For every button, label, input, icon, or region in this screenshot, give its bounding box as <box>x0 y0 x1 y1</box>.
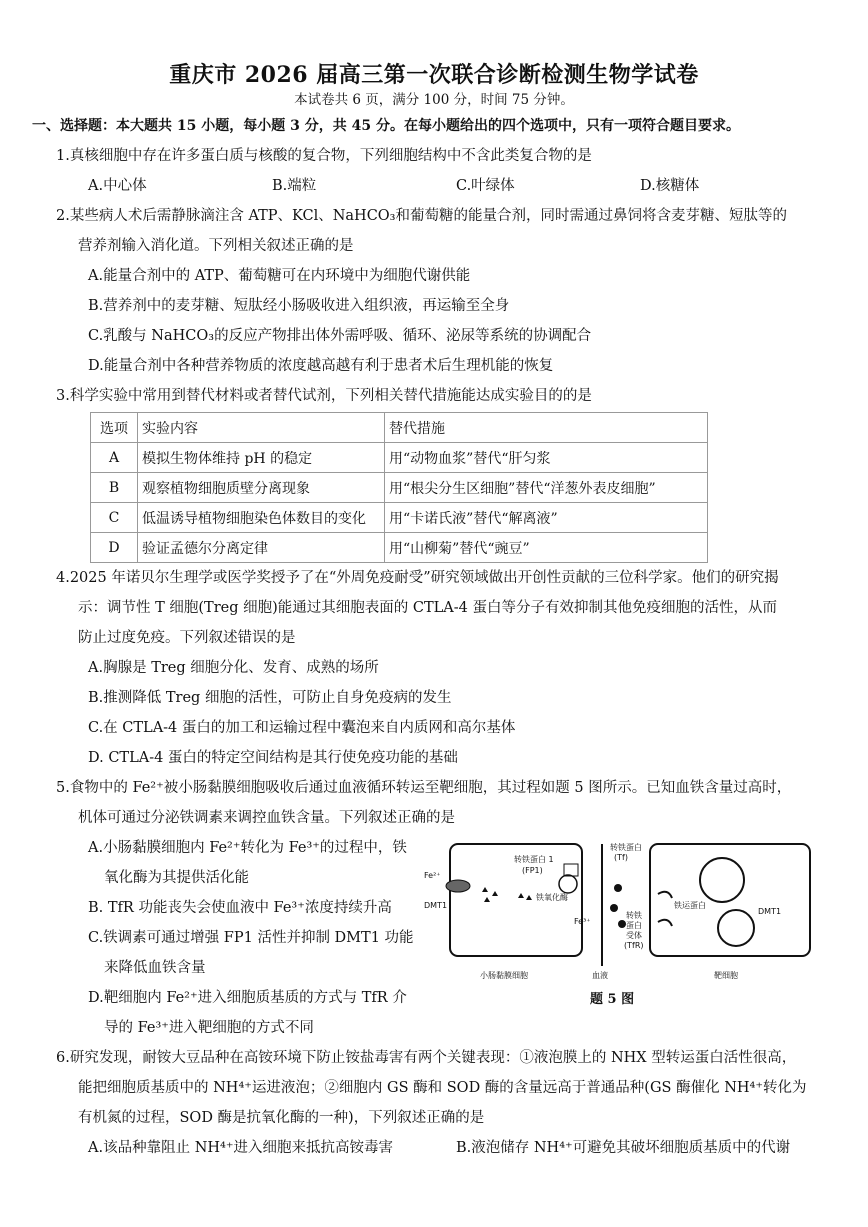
q4-stem-line2: 示：调节性 T 细胞(Treg 细胞)能通过其细胞表面的 CTLA-4 蛋白等分子有效抑制其他免疫细胞的活性，从而 <box>78 600 777 616</box>
table-cell: 观察植物细胞质壁分离现象 <box>138 473 385 503</box>
q4-option-c: C.在 CTLA-4 蛋白的加工和运输过程中囊泡来自内质网和高尔基体 <box>88 720 516 736</box>
q2-stem-line2: 营养剂输入消化道。下列相关叙述正确的是 <box>78 238 354 254</box>
q5-option-a-line1: A.小肠黏膜细胞内 Fe²⁺转化为 Fe³⁺的过程中，铁 <box>88 840 407 856</box>
tf-particle <box>614 884 622 892</box>
table-cell: 用“动物血浆”替代“肝匀浆 <box>385 443 708 473</box>
table-cell: 模拟生物体维持 pH 的稳定 <box>138 443 385 473</box>
table-header-cell: 实验内容 <box>138 413 385 443</box>
dmt1-label: DMT1 <box>424 901 448 910</box>
q5-option-c-line1: C.铁调素可通过增强 FP1 活性并抑制 DMT1 功能 <box>88 930 414 946</box>
table-cell: 用“根尖分生区细胞”替代“洋葱外表皮细胞” <box>385 473 708 503</box>
q5-option-b: B. TfR 功能丧失会使血液中 Fe³⁺浓度持续升高 <box>88 900 392 916</box>
table-header-cell: 选项 <box>91 413 138 443</box>
q5-option-d-line2: 导的 Fe³⁺进入靶细胞的方式不同 <box>104 1020 314 1036</box>
tf-particle <box>610 904 618 912</box>
q3-table <box>90 412 708 563</box>
q5-stem-line2: 机体可通过分泌铁调素来调控血铁含量。下列叙述正确的是 <box>78 810 455 826</box>
table-row <box>91 533 708 563</box>
q1-option-a: A.中心体 <box>88 178 147 194</box>
q6-stem-line2: 能把细胞质基质中的 NH⁴⁺运进液泡；②细胞内 GS 酶和 SOD 酶的含量远高于普通品种(GS 酶催化 NH⁴⁺转化为 <box>78 1080 807 1096</box>
fp1-box <box>564 864 578 876</box>
receptor-label-1: 转铁 <box>626 911 642 920</box>
q4-option-a: A.胸腺是 Treg 细胞分化、发育、成熟的场所 <box>88 660 379 676</box>
table-row <box>91 503 708 533</box>
q3-stem: 3.科学实验中常用到替代材料或者替代试剂，下列相关替代措施能达成实验目的的是 <box>56 388 592 404</box>
receptor-label-3: 受体 <box>626 931 642 940</box>
q2-option-b: B.营养剂中的麦芽糖、短肽经小肠吸收进入组织液，再运输至全身 <box>88 298 510 314</box>
receptor-label-2: 蛋白 <box>626 921 642 930</box>
q4-option-d: D. CTLA-4 蛋白的特定空间结构是其行使免疫功能的基础 <box>88 750 458 766</box>
exam-subtitle: 本试卷共 6 页，满分 100 分，时间 75 分钟。 <box>294 92 574 108</box>
exam-title: 重庆市 2026 届高三第一次联合诊断检测生物学试卷 <box>169 62 699 88</box>
q6-option-a: A.该品种靠阻止 NH⁴⁺进入细胞来抵抗高铵毒害 <box>88 1140 393 1156</box>
receptor-shapes <box>658 892 672 926</box>
table-header-row <box>91 413 708 443</box>
q1-stem: 1.真核细胞中存在许多蛋白质与核酸的复合物，下列细胞结构中不含此类复合物的是 <box>56 148 592 164</box>
q1-option-b: B.端粒 <box>272 178 317 194</box>
oxidase-label: 铁氧化酶 <box>536 893 568 902</box>
fe2-triangles <box>482 887 498 902</box>
fe2-label: Fe²⁺ <box>424 871 441 880</box>
target-endosome <box>718 910 754 946</box>
table-cell: 验证孟德尔分离定律 <box>138 533 385 563</box>
dmt1-transporter <box>446 880 470 892</box>
transport-label: 铁运蛋白 <box>674 901 706 910</box>
tf-particle <box>618 920 626 928</box>
q4-stem-line3: 防止过度免疫。下列叙述错误的是 <box>78 630 296 646</box>
q6-stem-line1: 6.研究发现，耐铵大豆品种在高铵环境下防止铵盐毒害有两个关键表现：①液泡膜上的 NHX 型转运蛋白活性很高， <box>56 1050 797 1066</box>
q4-stem-line1: 4.2025 年诺贝尔生理学或医学奖授予了在“外周免疫耐受”研究领域做出开创性贡献的三位科学家。他们的研究揭 <box>56 570 779 586</box>
section-heading: 一、选择题：本大题共 15 小题，每小题 3 分，共 45 分。在每小题给出的四个选项中，只有一项符合题目要求。 <box>32 118 740 134</box>
q5-figure-caption: 题 5 图 <box>590 992 635 1007</box>
q1-option-c: C.叶绿体 <box>456 178 515 194</box>
target-vesicle <box>700 858 744 902</box>
dmt1-target-label: DMT1 <box>758 907 782 916</box>
table-cell: 用“山柳菊”替代“豌豆” <box>385 533 708 563</box>
table-header-cell: 替代措施 <box>385 413 708 443</box>
q5-figure <box>418 836 848 986</box>
fp1-label-2: (FP1) <box>522 866 543 875</box>
fp1-channel <box>559 875 577 893</box>
blood-label: 血液 <box>592 971 608 980</box>
table-cell: A <box>91 443 138 473</box>
table-cell: D <box>91 533 138 563</box>
tf-label-1: 转铁蛋白 <box>610 843 642 852</box>
q6-option-b: B.液泡储存 NH⁴⁺可避免其破坏细胞质基质中的代谢 <box>456 1140 791 1156</box>
tf-label-2: (Tf) <box>614 853 628 862</box>
q2-option-d: D.能量合剂中各种营养物质的浓度越高越有利于患者术后生理机能的恢复 <box>88 358 554 374</box>
q5-option-c-line2: 来降低血铁含量 <box>104 960 206 976</box>
q2-option-c: C.乳酸与 NaHCO₃的反应产物排出体外需呼吸、循环、泌尿等系统的协调配合 <box>88 328 592 344</box>
table-row <box>91 443 708 473</box>
intestinal-cell-label: 小肠黏膜细胞 <box>480 971 528 980</box>
table-cell: 用“卡诺氏液”替代“解离液” <box>385 503 708 533</box>
q5-stem-line1: 5.食物中的 Fe²⁺被小肠黏膜细胞吸收后通过血液循环转运至靶细胞，其过程如题 5 图所示。已知血铁含量过高时， <box>56 780 792 796</box>
fe3-triangles <box>518 893 532 900</box>
q4-option-b: B.推测降低 Treg 细胞的活性，可防止自身免疫病的发生 <box>88 690 452 706</box>
target-cell-label: 靶细胞 <box>714 971 738 980</box>
table-cell: 低温诱导植物细胞染色体数目的变化 <box>138 503 385 533</box>
receptor-label-4: (TfR) <box>624 941 644 950</box>
fp1-label-1: 转铁蛋白 1 <box>514 855 554 864</box>
q2-option-a: A.能量合剂中的 ATP、葡萄糖可在内环境中为细胞代谢供能 <box>88 268 471 284</box>
q5-option-d-line1: D.靶细胞内 Fe²⁺进入细胞质基质的方式与 TfR 介 <box>88 990 407 1006</box>
fe3-label: Fe³⁺ <box>574 917 591 926</box>
q6-stem-line3: 有机氮的过程，SOD 酶是抗氧化酶的一种)，下列叙述正确的是 <box>78 1110 485 1126</box>
table-row <box>91 473 708 503</box>
table-cell: B <box>91 473 138 503</box>
q1-option-d: D.核糖体 <box>640 178 700 194</box>
q5-option-a-line2: 氧化酶为其提供活化能 <box>104 870 249 886</box>
table-cell: C <box>91 503 138 533</box>
q2-stem-line1: 2.某些病人术后需静脉滴注含 ATP、KCl、NaHCO₃和葡萄糖的能量合剂，同时需通过鼻饲将含麦芽糖、短肽等的 <box>56 208 787 224</box>
